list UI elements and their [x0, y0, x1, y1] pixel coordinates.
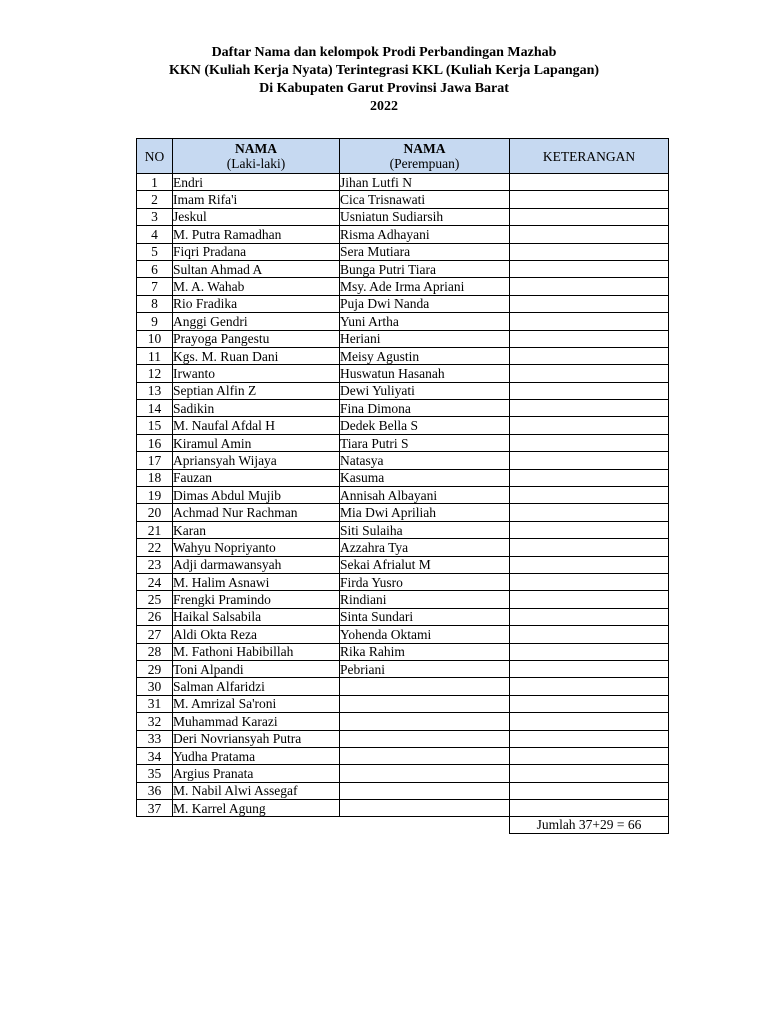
note-cell: [510, 626, 669, 643]
note-cell: [510, 365, 669, 382]
row-number: 18: [137, 469, 173, 486]
female-name-cell: Azzahra Tya: [340, 539, 510, 556]
male-name-cell: Kiramul Amin: [173, 434, 340, 451]
row-number: 1: [137, 174, 173, 191]
row-number: 19: [137, 487, 173, 504]
male-name-cell: Frengki Pramindo: [173, 591, 340, 608]
header-male-subtitle: (Laki-laki): [226, 156, 286, 171]
row-number: 24: [137, 573, 173, 590]
note-cell: [510, 347, 669, 364]
male-name-cell: Kgs. M. Ruan Dani: [173, 347, 340, 364]
female-name-cell: Rindiani: [340, 591, 510, 608]
row-number: 15: [137, 417, 173, 434]
row-number: 17: [137, 452, 173, 469]
male-name-cell: Apriansyah Wijaya: [173, 452, 340, 469]
header-male-name: [173, 139, 340, 174]
female-name-cell: Firda Yusro: [340, 573, 510, 590]
female-name-cell: Jihan Lutfi N: [340, 174, 510, 191]
table-row: [137, 243, 669, 260]
female-name-cell: [340, 782, 510, 799]
male-name-cell: Muhammad Karazi: [173, 713, 340, 730]
table-row: [137, 556, 669, 573]
male-name-cell: Sultan Ahmad A: [173, 260, 340, 277]
note-cell: [510, 417, 669, 434]
row-number: 35: [137, 765, 173, 782]
table-row: [137, 452, 669, 469]
row-number: 23: [137, 556, 173, 573]
female-name-cell: Tiara Putri S: [340, 434, 510, 451]
table-row: [137, 382, 669, 399]
table-row: [137, 782, 669, 799]
female-name-cell: Sinta Sundari: [340, 608, 510, 625]
male-name-cell: M. Karrel Agung: [173, 800, 340, 817]
note-cell: [510, 695, 669, 712]
male-name-cell: Imam Rifa'i: [173, 191, 340, 208]
male-name-cell: Salman Alfaridzi: [173, 678, 340, 695]
note-cell: [510, 521, 669, 538]
title-line-1: Daftar Nama dan kelompok Prodi Perbandingan Mazhab: [211, 45, 557, 60]
table-row: [137, 713, 669, 730]
note-cell: [510, 469, 669, 486]
male-name-cell: M. Putra Ramadhan: [173, 226, 340, 243]
note-cell: [510, 226, 669, 243]
table-row: [137, 365, 669, 382]
note-cell: [510, 434, 669, 451]
female-name-cell: Mia Dwi Apriliah: [340, 504, 510, 521]
header-female-title: NAMA: [403, 141, 446, 156]
table-row: [137, 573, 669, 590]
female-name-cell: Fina Dimona: [340, 400, 510, 417]
note-cell: [510, 765, 669, 782]
male-name-cell: Toni Alpandi: [173, 660, 340, 677]
female-name-cell: Bunga Putri Tiara: [340, 260, 510, 277]
note-cell: [510, 330, 669, 347]
note-cell: [510, 556, 669, 573]
male-name-cell: Aldi Okta Reza: [173, 626, 340, 643]
table-row: [137, 295, 669, 312]
table-row: [137, 487, 669, 504]
male-name-cell: Sadikin: [173, 400, 340, 417]
female-name-cell: [340, 713, 510, 730]
note-cell: [510, 800, 669, 817]
female-name-cell: Dewi Yuliyati: [340, 382, 510, 399]
female-name-cell: Puja Dwi Nanda: [340, 295, 510, 312]
note-cell: [510, 504, 669, 521]
note-cell: [510, 782, 669, 799]
table-row: [137, 174, 669, 191]
male-name-cell: M. A. Wahab: [173, 278, 340, 295]
female-name-cell: Sera Mutiara: [340, 243, 510, 260]
note-cell: [510, 313, 669, 330]
table-row: [137, 417, 669, 434]
female-name-cell: Usniatun Sudiarsih: [340, 208, 510, 225]
table-row: [137, 539, 669, 556]
male-name-cell: Jeskul: [173, 208, 340, 225]
male-name-cell: M. Amrizal Sa'roni: [173, 695, 340, 712]
female-name-cell: [340, 695, 510, 712]
male-name-cell: Fiqri Pradana: [173, 243, 340, 260]
row-number: 29: [137, 660, 173, 677]
male-name-cell: Dimas Abdul Mujib: [173, 487, 340, 504]
male-name-cell: Yudha Pratama: [173, 747, 340, 764]
female-name-cell: Yuni Artha: [340, 313, 510, 330]
row-number: 16: [137, 434, 173, 451]
table-row: [137, 678, 669, 695]
table-row: [137, 504, 669, 521]
table-row: [137, 226, 669, 243]
female-name-cell: Meisy Agustin: [340, 347, 510, 364]
row-number: 28: [137, 643, 173, 660]
note-cell: [510, 400, 669, 417]
table-row: [137, 260, 669, 277]
note-cell: [510, 643, 669, 660]
table-row: [137, 330, 669, 347]
note-cell: [510, 591, 669, 608]
note-cell: [510, 539, 669, 556]
female-name-cell: Risma Adhayani: [340, 226, 510, 243]
note-cell: [510, 174, 669, 191]
row-number: 4: [137, 226, 173, 243]
header-no: NO: [137, 139, 173, 174]
note-cell: [510, 678, 669, 695]
row-number: 10: [137, 330, 173, 347]
row-number: 33: [137, 730, 173, 747]
note-cell: [510, 208, 669, 225]
table-row: [137, 313, 669, 330]
table-header-row: [137, 139, 669, 174]
table-row: [137, 747, 669, 764]
row-number: 22: [137, 539, 173, 556]
male-name-cell: Septian Alfin Z: [173, 382, 340, 399]
table-row: [137, 521, 669, 538]
female-name-cell: Msy. Ade Irma Apriani: [340, 278, 510, 295]
row-number: 25: [137, 591, 173, 608]
table-row: [137, 626, 669, 643]
male-name-cell: Karan: [173, 521, 340, 538]
note-cell: [510, 382, 669, 399]
row-number: 13: [137, 382, 173, 399]
male-name-cell: Endri: [173, 174, 340, 191]
male-name-cell: Rio Fradika: [173, 295, 340, 312]
row-number: 6: [137, 260, 173, 277]
female-name-cell: Annisah Albayani: [340, 487, 510, 504]
note-cell: [510, 452, 669, 469]
male-name-cell: Argius Pranata: [173, 765, 340, 782]
female-name-cell: [340, 678, 510, 695]
title-line-2: KKN (Kuliah Kerja Nyata) Terintegrasi KKL (Kuliah Kerja Lapangan): [168, 63, 600, 78]
table-row: [137, 400, 669, 417]
row-number: 26: [137, 608, 173, 625]
female-name-cell: Huswatun Hasanah: [340, 365, 510, 382]
title-line-3: Di Kabupaten Garut Provinsi Jawa Barat: [259, 81, 509, 96]
female-name-cell: Dedek Bella S: [340, 417, 510, 434]
female-name-cell: Sekai Afrialut M: [340, 556, 510, 573]
row-number: 7: [137, 278, 173, 295]
row-number: 32: [137, 713, 173, 730]
male-name-cell: Fauzan: [173, 469, 340, 486]
note-cell: [510, 608, 669, 625]
male-name-cell: Deri Novriansyah Putra: [173, 730, 340, 747]
row-number: 21: [137, 521, 173, 538]
row-number: 14: [137, 400, 173, 417]
row-number: 3: [137, 208, 173, 225]
table-row: [137, 278, 669, 295]
note-cell: [510, 295, 669, 312]
male-name-cell: Anggi Gendri: [173, 313, 340, 330]
table-row: [137, 347, 669, 364]
row-number: 27: [137, 626, 173, 643]
male-name-cell: M. Nabil Alwi Assegaf: [173, 782, 340, 799]
row-number: 9: [137, 313, 173, 330]
female-name-cell: Natasya: [340, 452, 510, 469]
header-male-title: NAMA: [235, 141, 277, 156]
table-row: [137, 191, 669, 208]
total-count: Jumlah 37+29 = 66: [509, 817, 669, 834]
note-cell: [510, 243, 669, 260]
table-row: [137, 608, 669, 625]
male-name-cell: M. Naufal Afdal H: [173, 417, 340, 434]
row-number: 11: [137, 347, 173, 364]
row-number: 30: [137, 678, 173, 695]
row-number: 2: [137, 191, 173, 208]
female-name-cell: Rika Rahim: [340, 643, 510, 660]
male-name-cell: M. Fathoni Habibillah: [173, 643, 340, 660]
row-number: 31: [137, 695, 173, 712]
header-note: KETERANGAN: [510, 139, 669, 174]
row-number: 37: [137, 800, 173, 817]
male-name-cell: Wahyu Nopriyanto: [173, 539, 340, 556]
table-row: [137, 469, 669, 486]
note-cell: [510, 730, 669, 747]
male-name-cell: M. Halim Asnawi: [173, 573, 340, 590]
female-name-cell: Siti Sulaiha: [340, 521, 510, 538]
roster-table: [136, 138, 669, 817]
table-row: [137, 208, 669, 225]
female-name-cell: [340, 730, 510, 747]
note-cell: [510, 573, 669, 590]
row-number: 34: [137, 747, 173, 764]
roster-body: [137, 174, 669, 817]
male-name-cell: Adji darmawansyah: [173, 556, 340, 573]
document-title: [0, 44, 768, 116]
female-name-cell: [340, 747, 510, 764]
male-name-cell: Irwanto: [173, 365, 340, 382]
female-name-cell: Pebriani: [340, 660, 510, 677]
note-cell: [510, 747, 669, 764]
row-number: 12: [137, 365, 173, 382]
male-name-cell: Haikal Salsabila: [173, 608, 340, 625]
note-cell: [510, 713, 669, 730]
header-female-name: [340, 139, 510, 174]
row-number: 8: [137, 295, 173, 312]
male-name-cell: Achmad Nur Rachman: [173, 504, 340, 521]
header-female-subtitle: (Perempuan): [389, 156, 460, 171]
male-name-cell: Prayoga Pangestu: [173, 330, 340, 347]
note-cell: [510, 278, 669, 295]
female-name-cell: Yohenda Oktami: [340, 626, 510, 643]
table-row: [137, 591, 669, 608]
row-number: 5: [137, 243, 173, 260]
table-row: [137, 730, 669, 747]
note-cell: [510, 191, 669, 208]
table-row: [137, 800, 669, 817]
female-name-cell: Kasuma: [340, 469, 510, 486]
table-row: [137, 643, 669, 660]
title-year: 2022: [370, 99, 398, 114]
female-name-cell: Heriani: [340, 330, 510, 347]
table-row: [137, 434, 669, 451]
row-number: 20: [137, 504, 173, 521]
table-row: [137, 765, 669, 782]
row-number: 36: [137, 782, 173, 799]
note-cell: [510, 260, 669, 277]
female-name-cell: Cica Trisnawati: [340, 191, 510, 208]
female-name-cell: [340, 765, 510, 782]
note-cell: [510, 487, 669, 504]
note-cell: [510, 660, 669, 677]
table-row: [137, 695, 669, 712]
female-name-cell: [340, 800, 510, 817]
table-row: [137, 660, 669, 677]
